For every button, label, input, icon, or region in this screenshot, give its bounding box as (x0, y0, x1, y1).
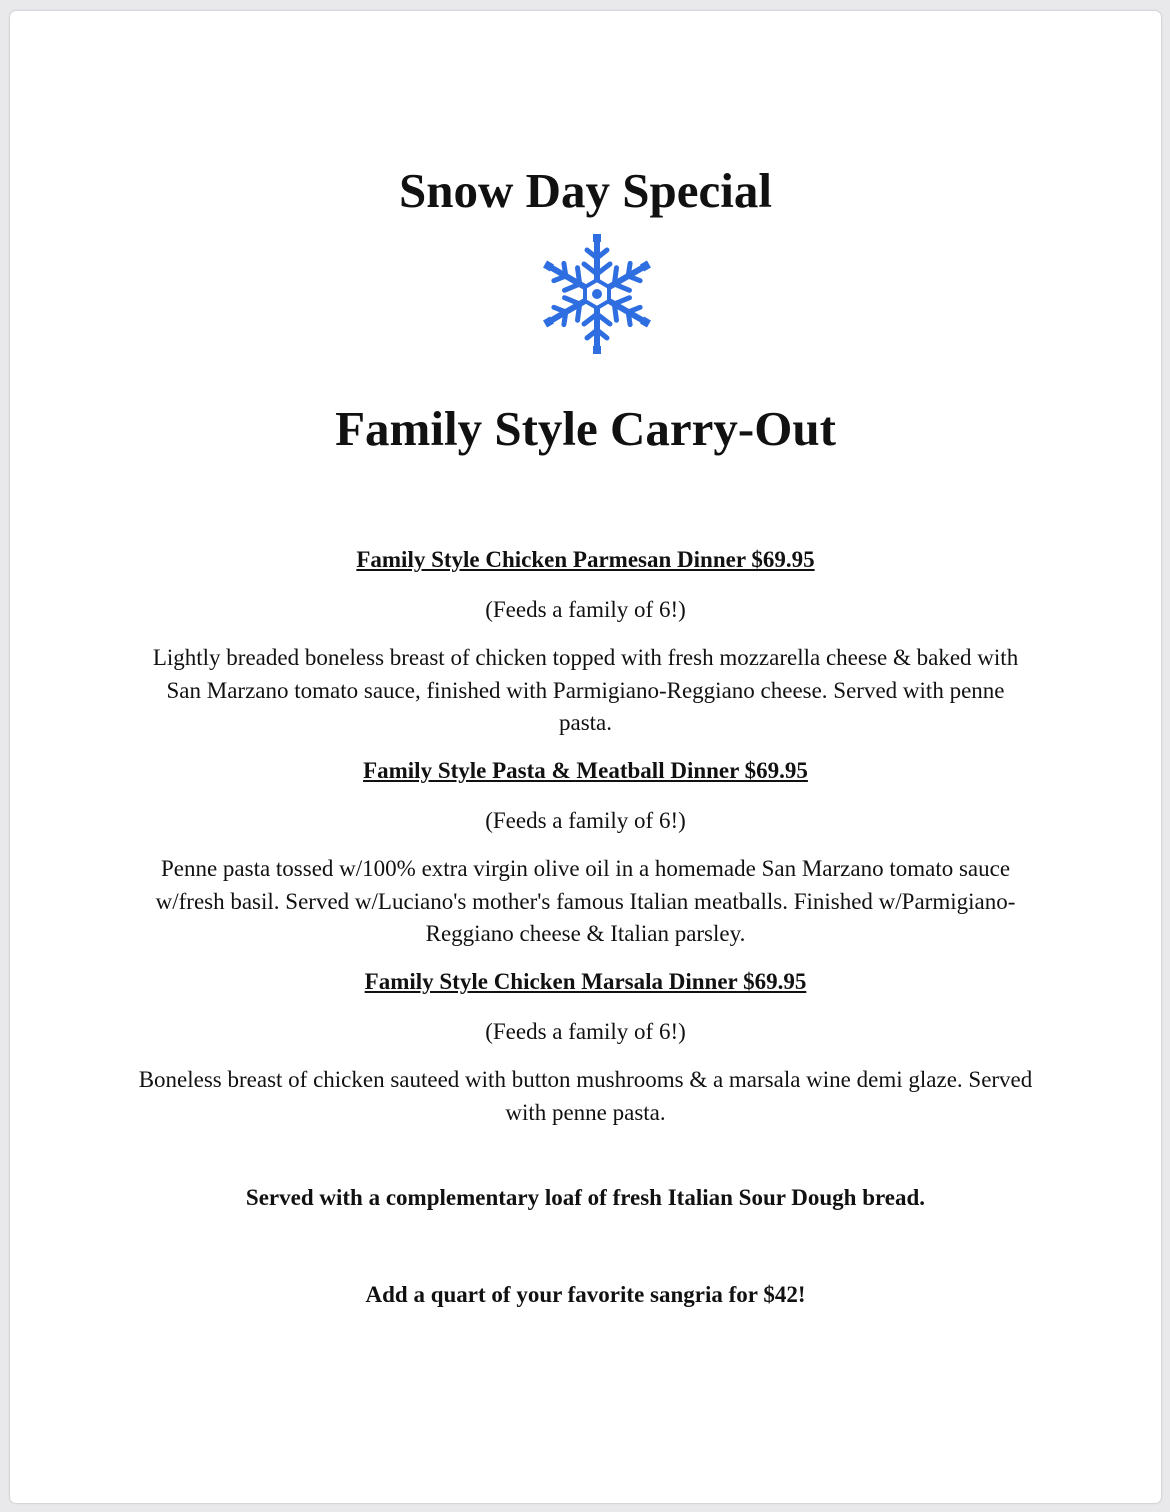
menu-item-description: Lightly breaded boneless breast of chicken topped with fresh mozzarella cheese & baked with San Marzano tomato sauce, finished with Parmigiano-Reggiano cheese. Served with penne pasta. (152, 645, 1019, 735)
menu-item-description: Boneless breast of chicken sauteed with button mushrooms & a marsala wine demi glaze. Served with penne pasta. (138, 1067, 1033, 1125)
sangria-note: Add a quart of your favorite sangria for $42! (365, 1282, 806, 1307)
menu-item-serves: (Feeds a family of 6!) (485, 1019, 686, 1044)
menu-item-serves: (Feeds a family of 6!) (485, 597, 686, 622)
page-title: Snow Day Special (398, 163, 772, 218)
menu-item-description: Penne pasta tossed w/100% extra virgin olive oil in a homemade San Marzano tomato sauce w/fresh basil. Served w/Luciano's mother's famous Italian meatballs. Finished w/Parmigiano-Reggiano cheese & Italian parsley. (155, 856, 1016, 946)
bread-note: Served with a complementary loaf of fresh Italian Sour Dough bread. (245, 1185, 926, 1210)
menu-page (10, 11, 1161, 1503)
menu-item-serves: (Feeds a family of 6!) (485, 808, 686, 833)
snowflake-icon (535, 232, 659, 356)
menu-item-name: Family Style Chicken Marsala Dinner $69.95 (364, 969, 807, 994)
page-subtitle: Family Style Carry-Out (335, 401, 836, 456)
menu-item-name: Family Style Pasta & Meatball Dinner $69.95 (363, 758, 808, 783)
menu-item-name: Family Style Chicken Parmesan Dinner $69.95 (356, 547, 815, 572)
